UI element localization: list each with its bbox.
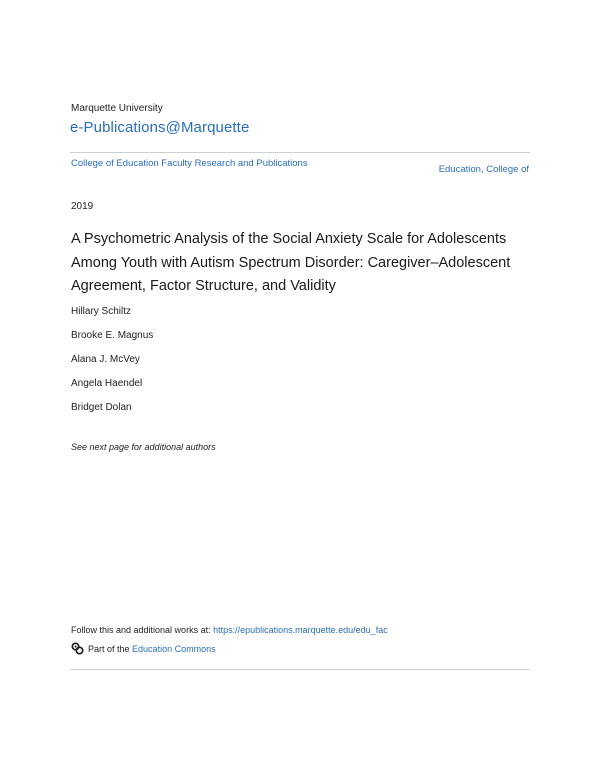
follow-text: Follow this and additional works at: bbox=[71, 625, 214, 635]
education-commons-link[interactable]: Education Commons bbox=[132, 643, 216, 654]
author-item: Angela Haendel bbox=[71, 378, 143, 389]
institution-name: Marquette University bbox=[71, 103, 163, 114]
follow-url-link[interactable]: https://epublications.marquette.edu/edu_fac bbox=[213, 625, 388, 635]
network-commons-icon bbox=[71, 642, 84, 655]
publication-year: 2019 bbox=[71, 201, 94, 212]
author-item: Hillary Schiltz bbox=[71, 306, 132, 317]
part-of-line bbox=[71, 642, 216, 655]
author-item: Bridget Dolan bbox=[71, 402, 132, 413]
additional-authors-note: See next page for additional authors bbox=[71, 442, 216, 452]
follow-line bbox=[71, 625, 388, 635]
author-item: Alana J. McVey bbox=[71, 354, 140, 365]
department-link[interactable]: Education, College of bbox=[438, 164, 529, 175]
paper-title: A Psychometric Analysis of the Social Anxiety Scale for Adolescents Among Youth with Autism Spectrum Disorder: Caregiver–Adolescent Agreement, Factor Structure, and Validity bbox=[71, 231, 511, 294]
top-divider bbox=[70, 152, 530, 153]
author-item: Brooke E. Magnus bbox=[71, 330, 154, 341]
bottom-divider bbox=[70, 669, 530, 670]
repository-link[interactable]: e-Publications@Marquette bbox=[70, 119, 250, 136]
collection-series-link[interactable]: College of Education Faculty Research and Publications bbox=[71, 158, 308, 169]
part-of-text: Part of the bbox=[88, 643, 130, 654]
author-list bbox=[71, 305, 153, 425]
